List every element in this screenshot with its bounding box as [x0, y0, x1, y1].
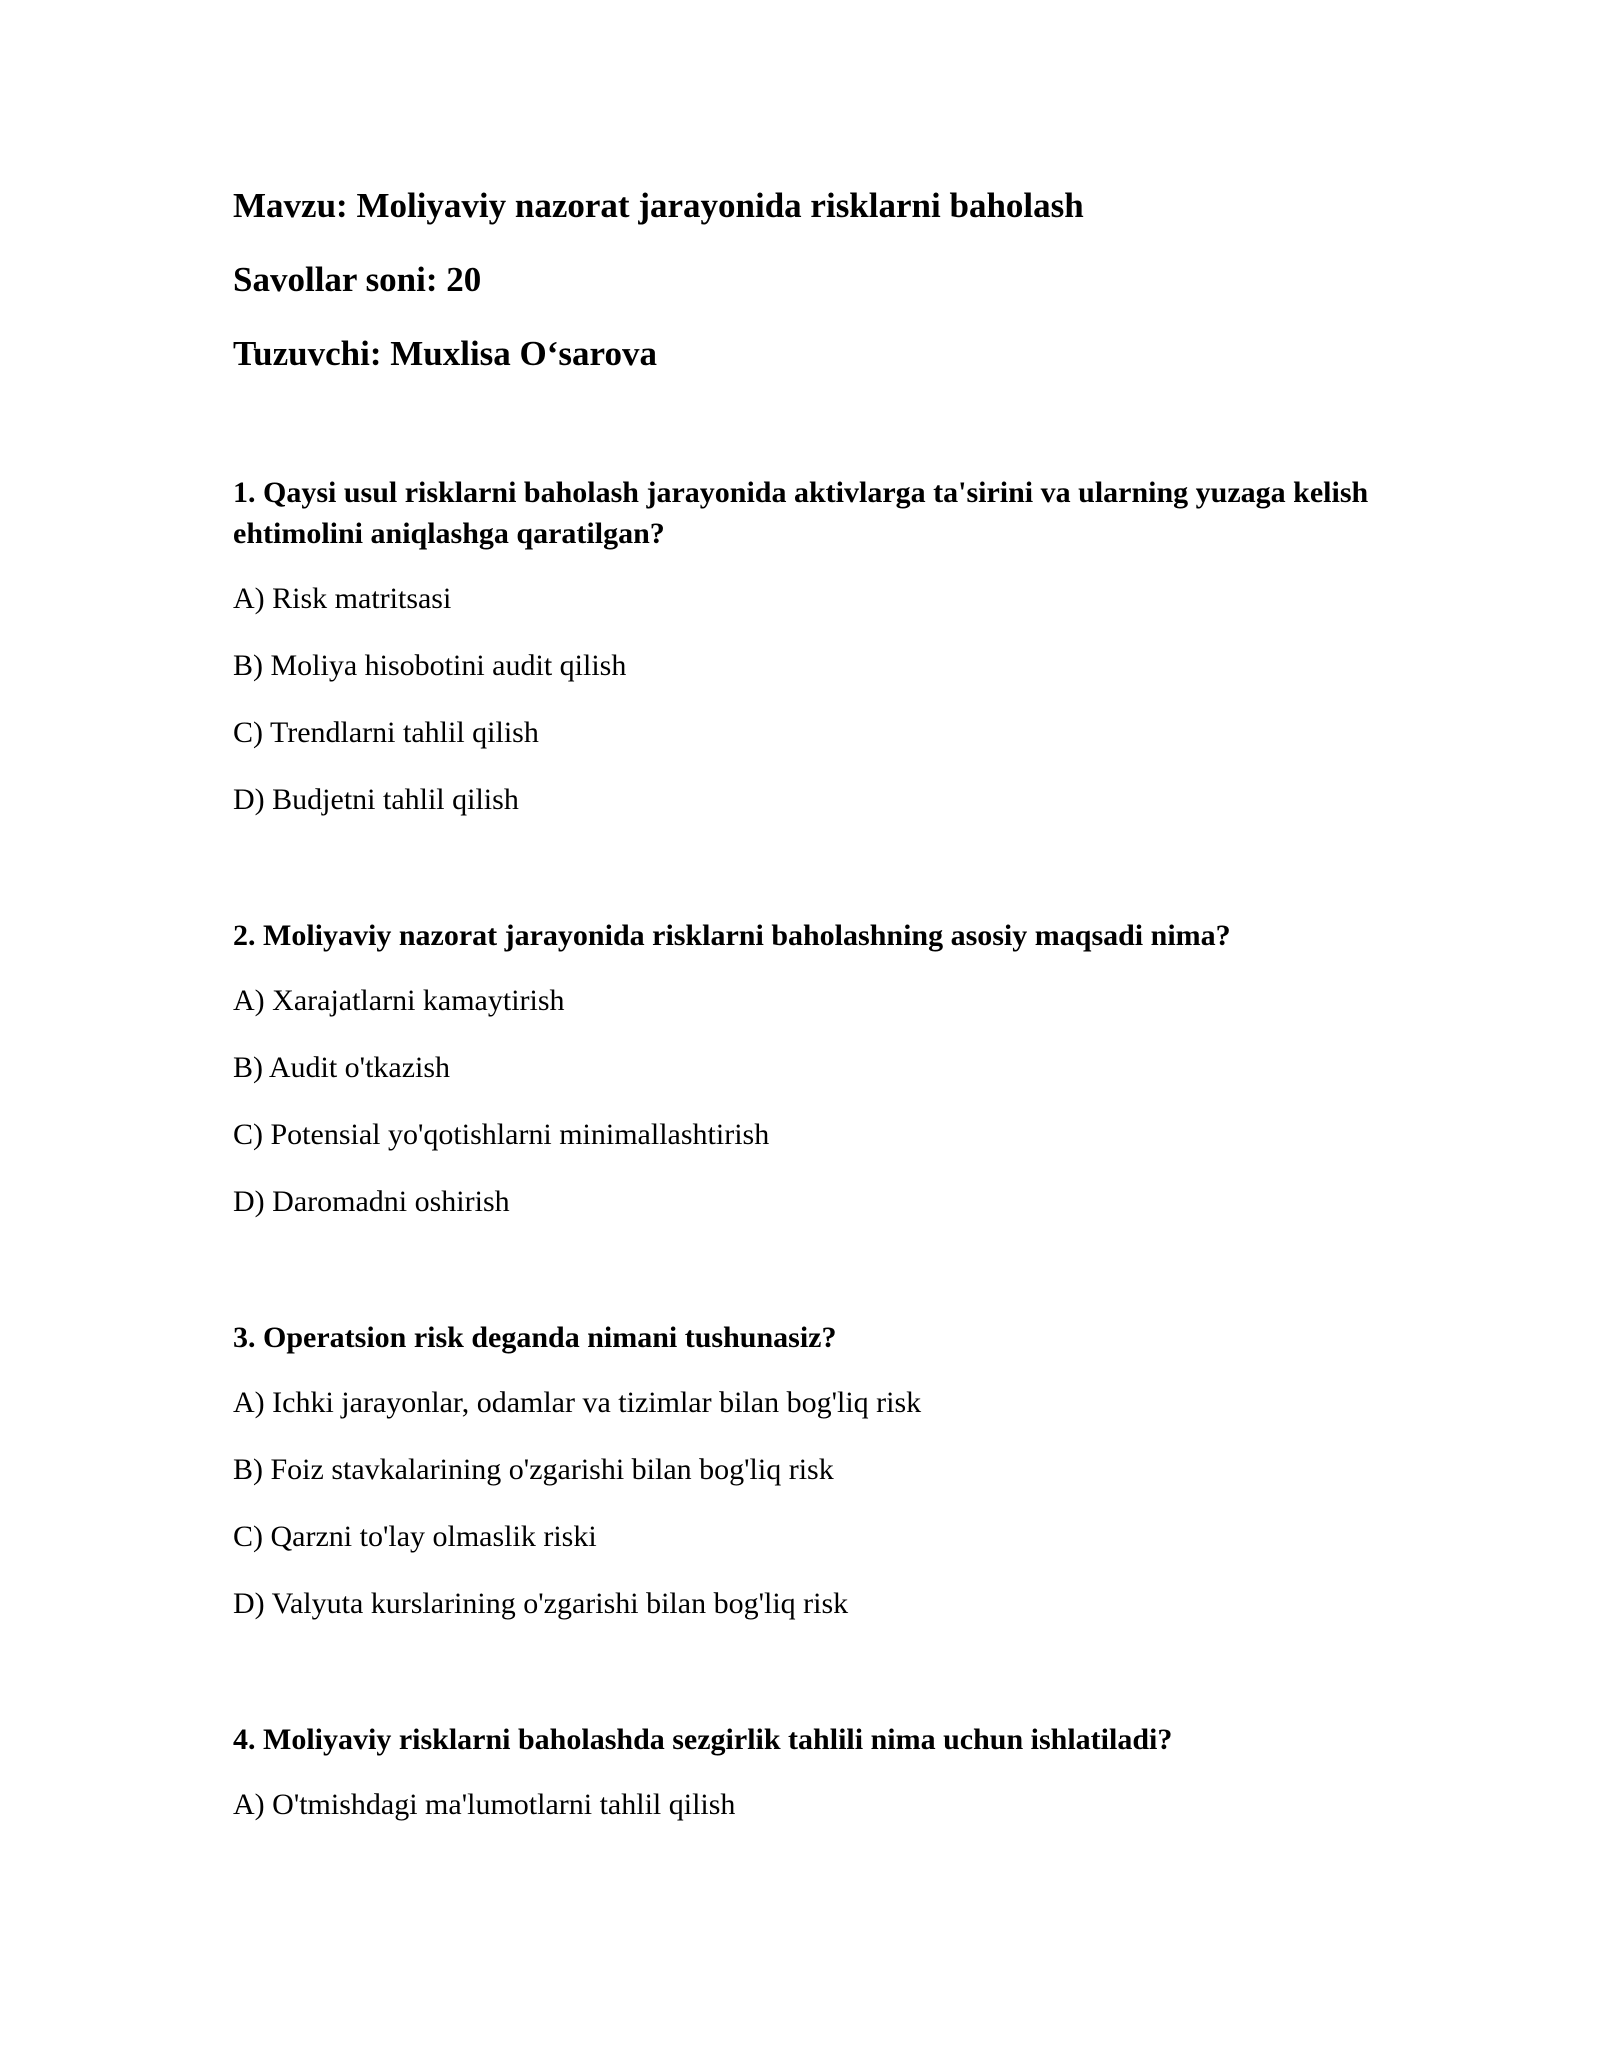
question-2-option-b: B) Audit o'tkazish: [233, 1051, 451, 1084]
question-count-heading: Savollar soni: 20: [233, 260, 482, 299]
question-3-option-b: B) Foiz stavkalarining o'zgarishi bilan bog'liq risk: [233, 1453, 834, 1486]
question-3-option-d: D) Valyuta kurslarining o'zgarishi bilan bog'liq risk: [233, 1587, 849, 1620]
question-1-option-a: A) Risk matritsasi: [233, 582, 452, 615]
question-1-option-c: C) Trendlarni tahlil qilish: [233, 716, 539, 749]
question-3-text: 3. Operatsion risk deganda nimani tushunasiz?: [233, 1321, 837, 1354]
question-1-option-d: D) Budjetni tahlil qilish: [233, 783, 519, 816]
question-4-text: 4. Moliyaviy risklarni baholashda sezgirlik tahlili nima uchun ishlatiladi?: [233, 1723, 1173, 1756]
author-heading: Tuzuvchi: Muxlisa O‘sarova: [233, 334, 657, 373]
question-2-option-d: D) Daromadni oshirish: [233, 1185, 510, 1218]
question-4-option-a: A) O'tmishdagi ma'lumotlarni tahlil qilish: [233, 1788, 736, 1821]
question-3-option-c: C) Qarzni to'lay olmaslik riski: [233, 1520, 597, 1553]
question-2-text: 2. Moliyaviy nazorat jarayonida risklarni baholashning asosiy maqsadi nima?: [233, 919, 1231, 952]
question-1-option-b: B) Moliya hisobotini audit qilish: [233, 649, 627, 682]
question-2-option-a: A) Xarajatlarni kamaytirish: [233, 984, 565, 1017]
question-2-option-c: C) Potensial yo'qotishlarni minimallashtirish: [233, 1118, 770, 1151]
question-3-option-a: A) Ichki jarayonlar, odamlar va tizimlar bilan bog'liq risk: [233, 1386, 922, 1419]
question-1-text: 1. Qaysi usul risklarni baholash jarayonida aktivlarga ta'sirini va ularning yuzaga kelish ehtimolini aniqlashga qaratilgan?: [233, 476, 1369, 550]
topic-heading: Mavzu: Moliyaviy nazorat jarayonida risklarni baholash: [233, 186, 1084, 225]
